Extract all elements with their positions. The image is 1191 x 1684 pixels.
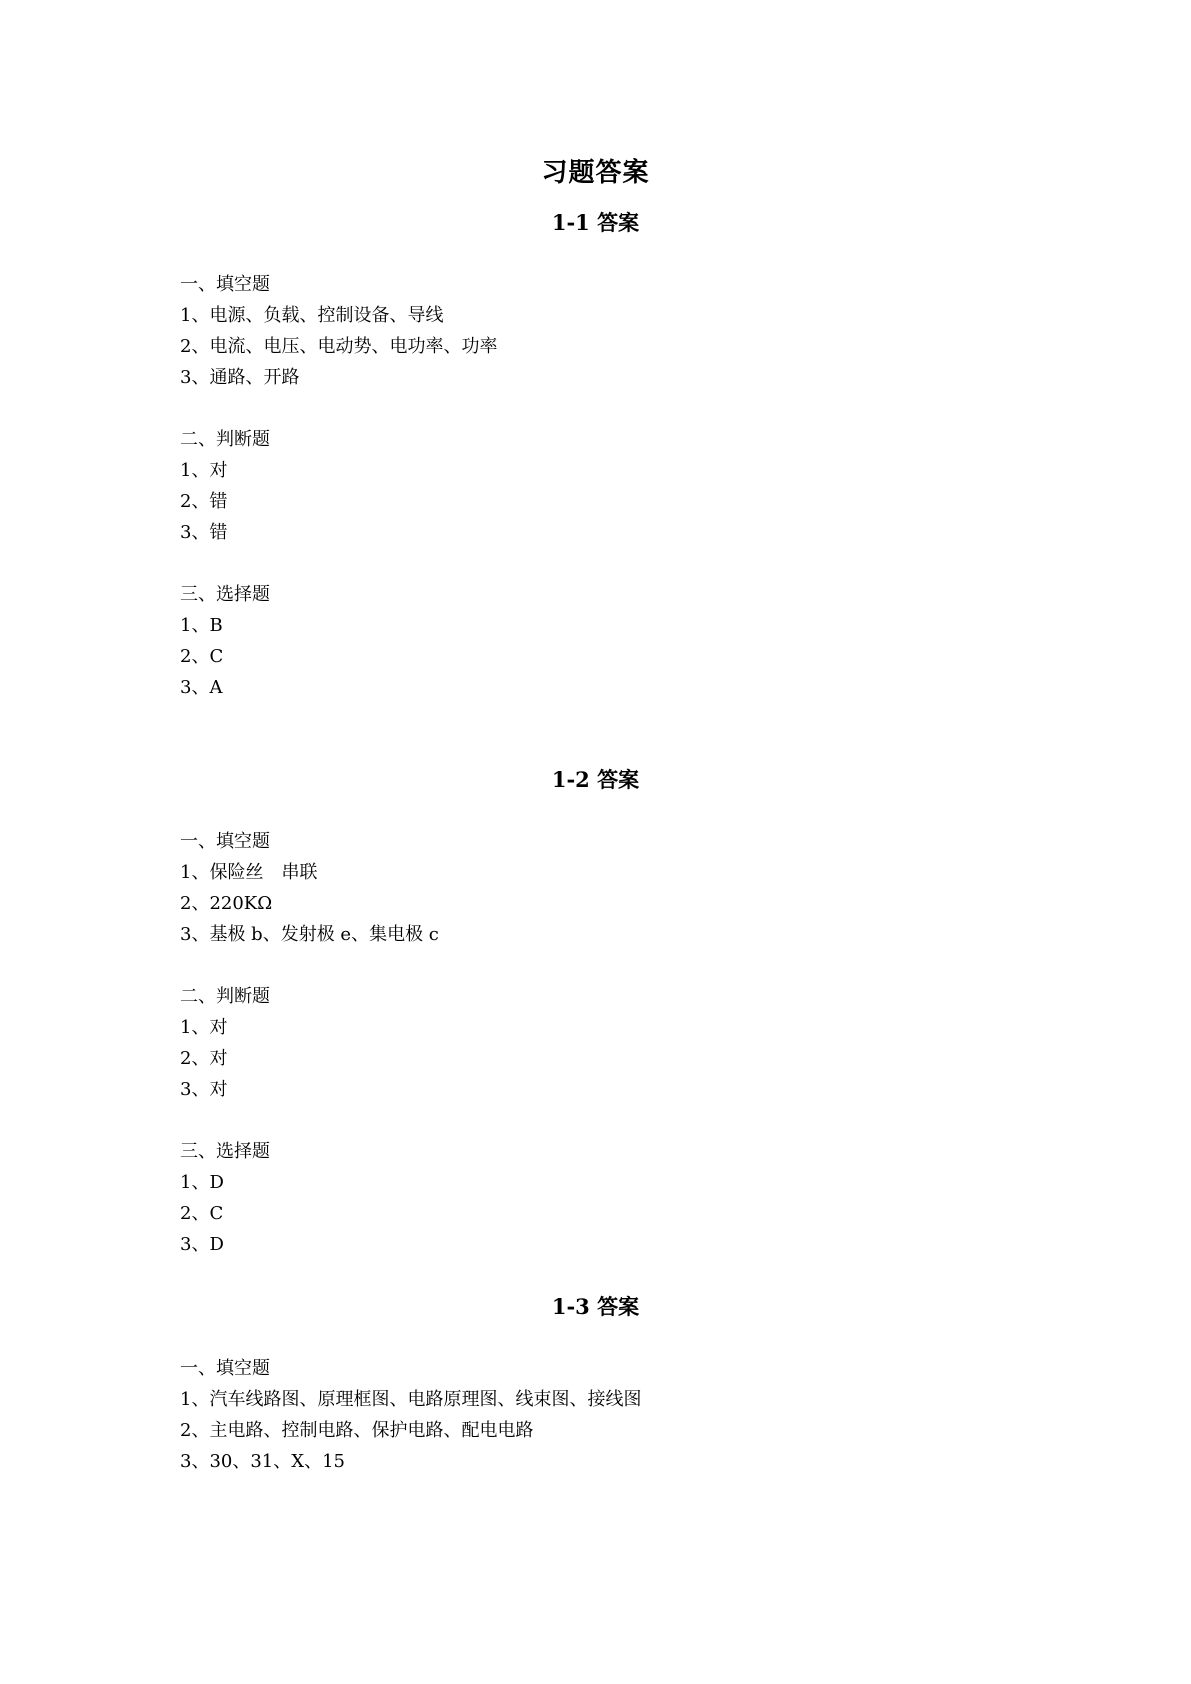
question-type-true-false: 二、判断题 — [180, 986, 270, 1007]
answer-line: 2、C — [180, 1203, 224, 1224]
question-type-multiple-choice: 三、选择题 — [180, 584, 270, 605]
section-heading-1-1: 1-1 答案 — [551, 210, 640, 235]
answer-line: 2、主电路、控制电路、保护电路、配电电路 — [180, 1420, 534, 1441]
question-type-fill-blank: 一、填空题 — [180, 1358, 270, 1379]
answer-line: 3、通路、开路 — [180, 367, 300, 388]
answer-line: 2、错 — [180, 491, 228, 512]
question-type-fill-blank: 一、填空题 — [180, 274, 270, 295]
answer-line: 3、错 — [180, 522, 228, 543]
answer-line: 2、C — [180, 646, 224, 667]
answer-line: 3、D — [180, 1234, 224, 1255]
answer-line: 2、对 — [180, 1048, 228, 1069]
answer-line: 2、电流、电压、电动势、电功率、功率 — [180, 336, 498, 357]
question-type-fill-blank: 一、填空题 — [180, 831, 270, 852]
question-type-true-false: 二、判断题 — [180, 429, 270, 450]
answer-line: 1、汽车线路图、原理框图、电路原理图、线束图、接线图 — [180, 1389, 642, 1410]
answer-line: 3、对 — [180, 1079, 228, 1100]
document-title: 习题答案 — [541, 158, 650, 188]
answer-line: 1、对 — [180, 460, 228, 481]
answer-line: 1、D — [180, 1172, 224, 1193]
answer-line: 1、对 — [180, 1017, 228, 1038]
answer-line: 3、基极 b、发射极 e、集电极 c — [180, 924, 439, 945]
answer-line: 1、B — [180, 615, 223, 636]
answer-line: 1、保险丝 串联 — [180, 862, 318, 883]
answer-line: 2、220KΩ — [180, 893, 273, 914]
question-type-multiple-choice: 三、选择题 — [180, 1141, 270, 1162]
section-heading-1-3: 1-3 答案 — [551, 1294, 640, 1319]
section-heading-1-2: 1-2 答案 — [551, 767, 640, 792]
answer-line: 3、A — [180, 677, 223, 698]
answer-line: 1、电源、负载、控制设备、导线 — [180, 305, 444, 326]
answer-line: 3、30、31、X、15 — [180, 1451, 345, 1472]
